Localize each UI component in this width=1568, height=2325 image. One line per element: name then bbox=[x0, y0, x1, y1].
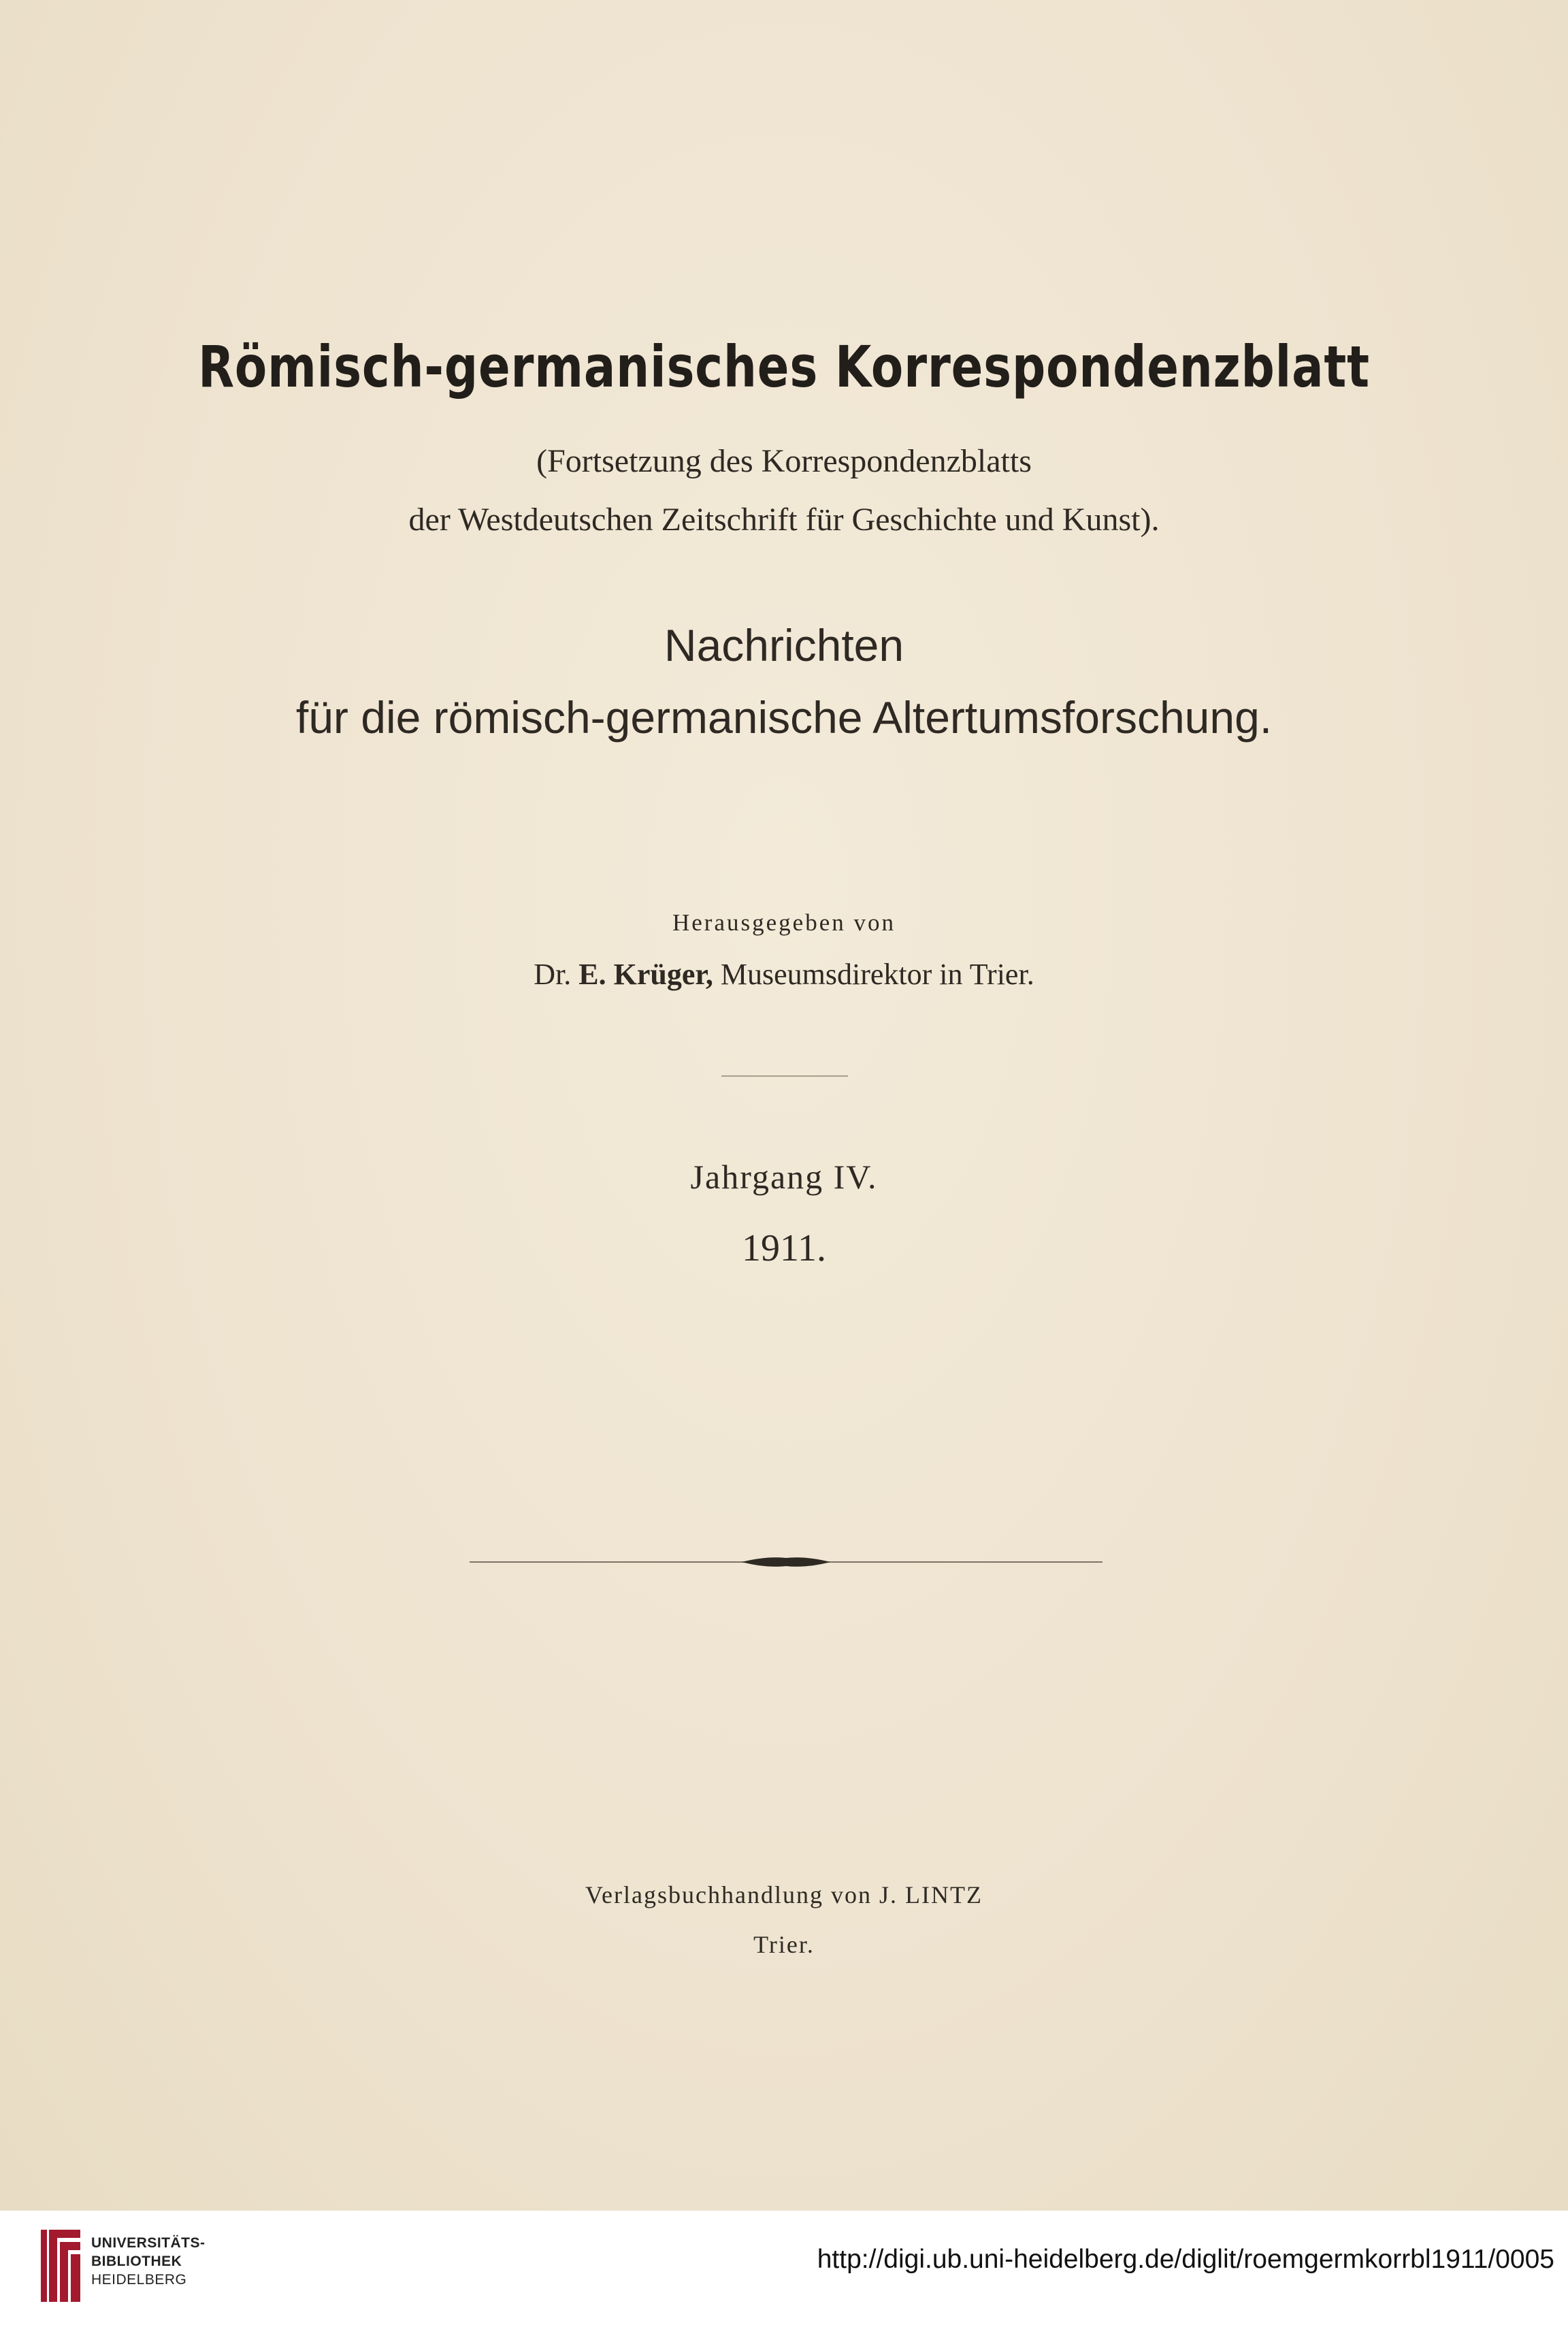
editor-role: Museumsdirektor in Trier. bbox=[720, 958, 1034, 991]
editor-intro: Herausgegeben von bbox=[672, 909, 896, 936]
heading-line-2: für die römisch-germanische Altertumsforschung. bbox=[295, 692, 1273, 743]
short-divider bbox=[721, 1075, 848, 1077]
editor-name: E. Krüger, bbox=[578, 958, 713, 991]
main-title: Römisch-germanisches Korrespondenzblatt bbox=[198, 334, 1370, 400]
subtitle-line-2: der Westdeutschen Zeitschrift für Geschichte und Kunst). bbox=[408, 502, 1160, 538]
volume-label: Jahrgang IV. bbox=[690, 1158, 878, 1196]
library-logo-icon bbox=[39, 2224, 83, 2306]
permalink-url[interactable]: http://digi.ub.uni-heidelberg.de/diglit/roemgermkorrbl1911/0005 bbox=[817, 2245, 1554, 2274]
ornament-rule-icon bbox=[470, 1552, 1102, 1572]
library-name bbox=[91, 2234, 206, 2289]
editor-prefix: Dr. bbox=[534, 958, 572, 991]
library-line-2: BIBLIOTHEK bbox=[91, 2254, 182, 2269]
publication-year: 1911. bbox=[742, 1227, 826, 1269]
heading-line-1: Nachrichten bbox=[664, 620, 904, 670]
editor-line bbox=[0, 957, 1568, 992]
publisher-line: Verlagsbuchhandlung von J. LINTZ bbox=[585, 1881, 983, 1908]
library-line-1: UNIVERSITÄTS- bbox=[91, 2235, 206, 2251]
subtitle-line-1: (Fortsetzung des Korrespondenzblatts bbox=[536, 443, 1032, 479]
publisher-city: Trier. bbox=[753, 1931, 815, 1958]
library-line-3: HEIDELBERG bbox=[91, 2272, 187, 2288]
